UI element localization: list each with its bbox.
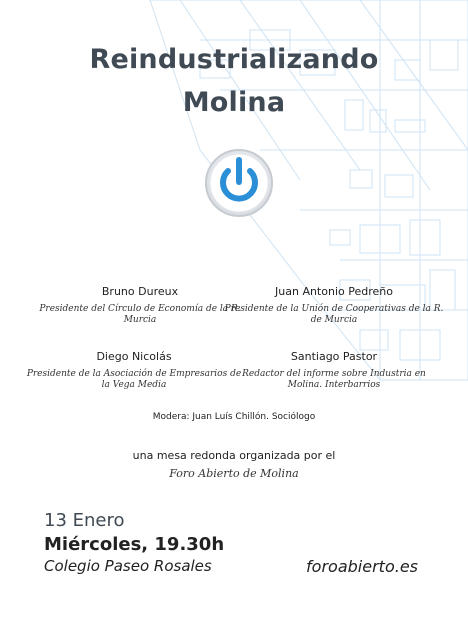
- power-icon: [204, 148, 274, 218]
- website-link[interactable]: foroabierto.es: [306, 557, 418, 576]
- event-day-time: Miércoles, 19.30h: [44, 534, 225, 555]
- speaker-name: Santiago Pastor: [290, 350, 378, 363]
- speaker-4: [224, 350, 444, 391]
- speaker-role: Presidente del Círculo de Economía de la R. Murcia: [39, 304, 241, 325]
- poster-title-line1: Reindustrializando: [89, 44, 379, 75]
- speaker-1: [30, 285, 250, 326]
- event-venue: Colegio Paseo Rosales: [44, 557, 212, 575]
- speaker-name: Diego Nicolás: [96, 350, 172, 363]
- speaker-role: Redactor del informe sobre Industria en Molina. Interbarrios: [242, 369, 426, 390]
- event-date: 13 Enero: [44, 510, 125, 531]
- speaker-role: Presidente de la Unión de Cooperativas de la R. de Murcia: [224, 304, 444, 325]
- organizer-name: Foro Abierto de Molina: [169, 467, 299, 480]
- speaker-2: [224, 285, 444, 326]
- speaker-name: Bruno Dureux: [101, 285, 179, 298]
- speaker-3: [24, 350, 244, 391]
- moderator-text: Modera: Juan Luís Chillón. Sociólogo: [152, 412, 316, 422]
- speaker-role: Presidente de la Asociación de Empresarios de la Vega Media: [26, 369, 242, 390]
- poster-title-line2: Molina: [182, 87, 286, 118]
- speaker-name: Juan Antonio Pedreño: [275, 285, 393, 298]
- organizer-text: una mesa redonda organizada por el: [132, 449, 336, 462]
